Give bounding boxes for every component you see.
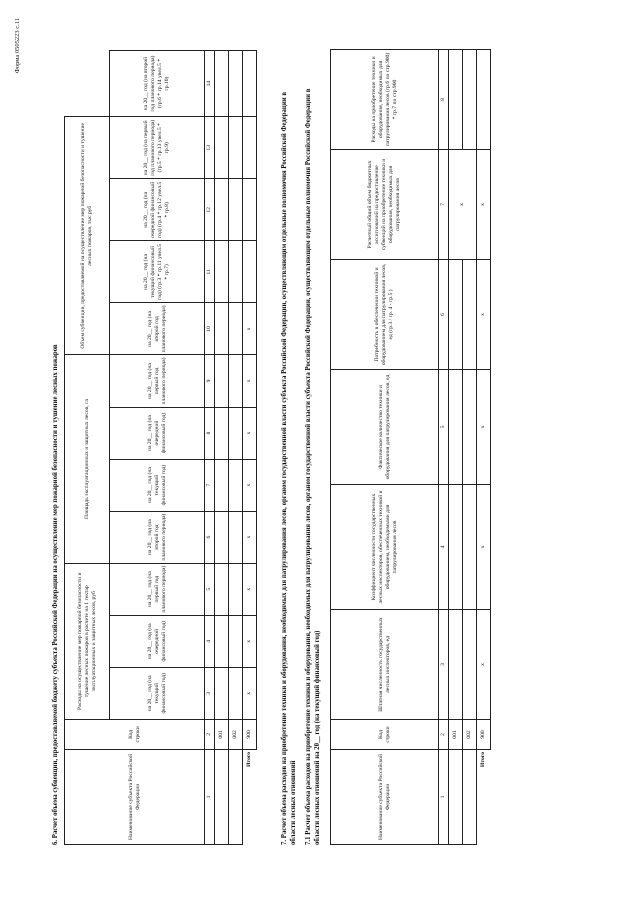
- col-header: Расходы на приобретение техники и оборудования, необходимых для патрулирования лесов (гр.6 по стр.900) * гр.7 по стр.900: [331, 50, 439, 150]
- sub-header: на 20__ год (на текущий финансовый год) (гр.3 * гр.11 увел.5 * гр.7): [110, 241, 205, 303]
- table-row: [215, 51, 229, 845]
- sub-header: на 20__ год (на первый год планового периода): [110, 563, 205, 615]
- table-row: [449, 50, 463, 845]
- col-number: 7: [205, 459, 215, 511]
- col-header: Штатная численность государственных лесных инспекторов, ед: [331, 610, 439, 720]
- col-header-code: Код строки: [331, 720, 439, 750]
- x-mark: x: [477, 610, 491, 720]
- sub-header: на 20__ год (на очередной финансовый год): [110, 615, 205, 667]
- sub-header: на 20__ год (на очередной финансовый год) (гр.4 * гр.12 увел.5 * гр.8): [110, 179, 205, 241]
- sub-header: на 20__ год (на текущий финансовый год): [110, 459, 205, 511]
- x-mark: x: [243, 511, 257, 563]
- col-header-code: Код строки: [65, 719, 205, 749]
- x-mark: x: [477, 260, 491, 370]
- col-header-subject: Наименование субъекта Российской Федерации: [65, 749, 205, 844]
- x-mark: x: [243, 563, 257, 615]
- col-header-subject: Наименование субъекта Российской Федерации: [331, 750, 439, 845]
- col-number: 2: [439, 720, 449, 750]
- table-row: [229, 51, 243, 845]
- col-number: 2: [205, 719, 215, 749]
- col-number: 4: [439, 485, 449, 610]
- col-number: 5: [205, 563, 215, 615]
- col-number: 14: [205, 51, 215, 117]
- sub-header: на 20__ год (на первый год планового периода): [110, 355, 205, 407]
- group-header-subsidy: Объем субвенции, предоставляемой на осуществление мер пожарной безопасности и тушение лесных пожаров, тыс руб: [65, 117, 110, 355]
- row-code: 002: [463, 720, 477, 750]
- sub-header: на 20__ год (на второй год планового периода) (гр.6 * гр.14 увел.5 * гр.10): [110, 51, 205, 117]
- table-row-total: [243, 51, 257, 845]
- col-number: 3: [439, 610, 449, 720]
- col-number: 12: [205, 179, 215, 241]
- col-number: 1: [205, 749, 215, 844]
- col-number: 3: [205, 667, 215, 719]
- sub-header: на 20__ год (на второй год планового периода): [110, 511, 205, 563]
- row-code: 001: [215, 719, 229, 749]
- total-label: Итого: [480, 752, 487, 768]
- subsidy-table: [64, 50, 257, 845]
- col-header: Потребность в обеспечении техникой и оборудованием для патрулирования лесов, ед (гр.3 / гр. 4 - гр.5 ): [331, 260, 439, 370]
- sub-header: на 20__ год (на текущий финансовый год): [110, 667, 205, 719]
- col-number: 9: [205, 355, 215, 407]
- form-code: Форма 0505223 с.11: [14, 18, 21, 74]
- x-mark: x: [243, 407, 257, 459]
- x-mark: x: [243, 459, 257, 511]
- row-code: 900: [477, 720, 491, 750]
- equipment-table: [330, 49, 491, 845]
- x-mark: x: [243, 615, 257, 667]
- col-number: 8: [439, 50, 449, 150]
- section-6-title: 6. Расчет объема субвенции, предоставляемой бюджету субъекта Российской Федерации на осуществление мер пожарной безопасности и тушение лесных пожаров: [52, 344, 59, 845]
- x-mark: x: [243, 667, 257, 719]
- x-mark: x: [477, 150, 491, 260]
- row-code: 001: [449, 720, 463, 750]
- col-number: 1: [439, 750, 449, 845]
- sub-header: на 20__ год (на второй год планового периода): [110, 303, 205, 355]
- col-number: 4: [205, 615, 215, 667]
- col-number: 5: [439, 370, 449, 485]
- table-row-total: [477, 50, 491, 845]
- total-label: Итого: [246, 751, 253, 767]
- col-number: 7: [439, 150, 449, 260]
- sub-header: на 20__ год (на первый год планового периода) (гр.5 * гр.13 увел.5 * гр.9): [110, 117, 205, 179]
- col-number: 11: [205, 241, 215, 303]
- col-number: 8: [205, 407, 215, 459]
- row-code: 900: [243, 719, 257, 749]
- sub-header: на 20__ год (на очередной финансовый год): [110, 407, 205, 459]
- row-code: 002: [229, 719, 243, 749]
- col-header: Фактическое количество техники и оборудования для патрулирования лесов, ед: [331, 370, 439, 485]
- x-mark: x: [477, 370, 491, 485]
- section-7-1-title: 7.1 Расчет объема расходов на приобретение техники и оборудования, необходимых для патрулирования лесов, органом государственной власти субъекта Российской Федерации, осуществляющим отдельные полномочия Российской Федерации в области лесных отношений на 20__ год (на текущий финансовый год): [305, 88, 321, 845]
- col-header: Расчетный общий объем бюджетных ассигнований на предоставление субвенций на приобретение техники и оборудования, необходимых для патрулирования лесов: [331, 150, 439, 260]
- group-header-expenses: Расходы на осуществление мер пожарной безопасности и тушение лесных пожаров в расчете на 1 гектар эксплуатационных и защитных лесов, руб: [65, 563, 110, 719]
- group-header-area: Площадь эксплуатационных и защитных лесов, га: [65, 355, 110, 563]
- col-number: 6: [439, 260, 449, 370]
- section-7-title: 7. Расчет объема расходов на приобретение техники и оборудования, необходимых для патрулирования лесов, органом государственной власти субъекта Российской Федерации, осуществляющим отдельные полномочия Российской Федерации в области лесных отношений: [281, 91, 297, 845]
- col-number: 6: [205, 511, 215, 563]
- x-mark: x: [243, 303, 257, 355]
- x-mark: x: [243, 355, 257, 407]
- col-number: 13: [205, 117, 215, 179]
- x-mark: x: [449, 150, 477, 260]
- col-header: Коэффициент численности государственных лесных инспекторов, обеспеченных техникой и оборудованием, необходимыми для патрулирования лесов: [331, 485, 439, 610]
- x-mark: x: [477, 485, 491, 610]
- col-number: 10: [205, 303, 215, 355]
